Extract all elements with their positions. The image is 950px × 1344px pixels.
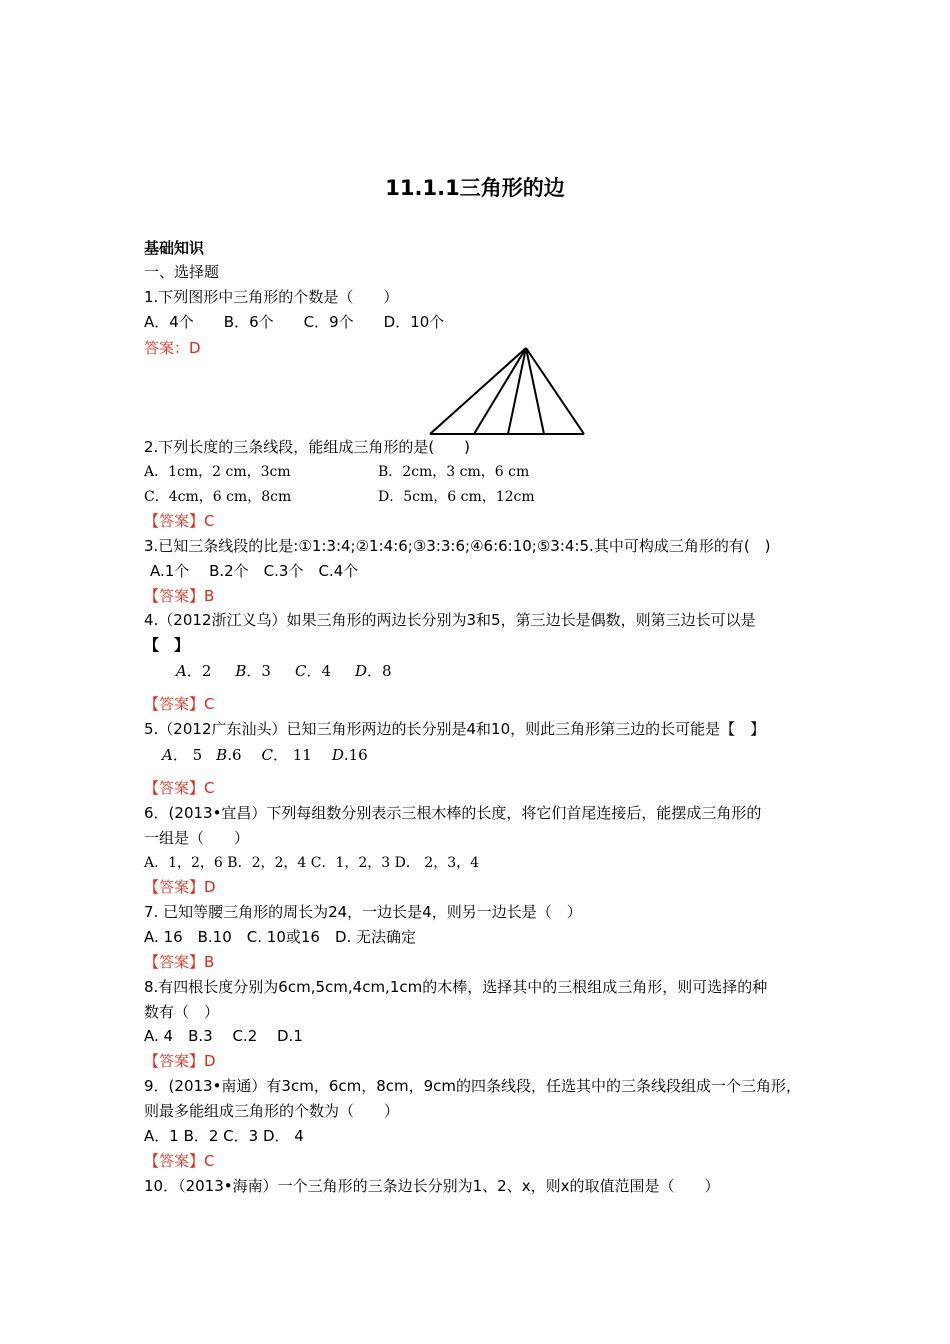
q6-answer: 【答案】D xyxy=(144,878,216,896)
q5-options xyxy=(162,745,368,765)
q8-stem-line-2: 数有（ ） xyxy=(144,1003,220,1021)
q1-answer: 答案：D xyxy=(144,339,201,357)
q6-options: A．1，2，6 B．2，2，4 C．1，2，3 D． 2，3，4 xyxy=(144,855,480,871)
q9-answer: 【答案】C xyxy=(144,1152,215,1170)
q4-stem: 4.（2012浙江义乌）如果三角形的两边长分别为3和5，第三边长是偶数，则第三边长可以是 xyxy=(144,611,756,629)
q6-stem-line-1: 6．(2013•宜昌）下列每组数分别表示三根木棒的长度，将它们首尾连接后，能摆成三角形的 xyxy=(144,804,762,822)
q9-options: A．1 B．2 C．3 D． 4 xyxy=(144,1127,304,1145)
q4-option-a-label: A xyxy=(176,662,187,680)
q4-option-c-label: C xyxy=(294,662,307,680)
q2-option-row-1 xyxy=(144,462,291,482)
q4-option-a: ．2 xyxy=(186,662,212,680)
q2-answer: 【答案】C xyxy=(144,512,215,530)
q3-options: A.1个 B.2个 C.3个 C.4个 xyxy=(150,562,359,580)
q4-option-b-label: B xyxy=(235,662,247,680)
q4-option-b: ．3 xyxy=(246,662,271,680)
q5-stem: 5.（2012广东汕头）已知三角形两边的长分别是4和10，则此三角形第三边的长可能是【 】 xyxy=(144,720,766,738)
q5-answer: 【答案】C xyxy=(144,779,215,797)
q5-option-a-label: A xyxy=(162,746,173,764)
q8-options: A. 4 B.3 C.2 D.1 xyxy=(144,1027,303,1045)
q3-answer: 【答案】B xyxy=(144,587,215,605)
q4-option-d: ．8 xyxy=(367,662,392,680)
q2-option-b: B．2cm，3 cm，6 cm xyxy=(378,464,530,480)
q4-bracket: 【 】 xyxy=(144,636,190,654)
q6-stem-line-2: 一组是（ ） xyxy=(144,829,250,847)
q8-answer: 【答案】D xyxy=(144,1052,216,1070)
q5-option-d: .16 xyxy=(343,746,368,764)
q2-option-d: D．5cm，6 cm，12cm xyxy=(378,489,535,505)
q5-option-b-label: B xyxy=(216,746,228,764)
q5-option-a: ． 5 xyxy=(172,746,203,764)
q9-stem-line-1: 9．(2013•南通）有3cm，6cm，8cm，9cm的四条线段，任选其中的三条线段组成一个三角形， xyxy=(144,1077,802,1095)
q2-option-a: A．1cm，2 cm，3cm xyxy=(144,464,291,480)
q1-stem: 1.下列图形中三角形的个数是（ ） xyxy=(144,288,399,306)
page-title: 11.1.1三角形的边 xyxy=(385,176,565,200)
q2-stem: 2.下列长度的三条线段，能组成三角形的是( ) xyxy=(144,438,471,456)
q1-options: A．4个 B．6个 C．9个 D．10个 xyxy=(144,313,445,331)
q5-option-c-label: C xyxy=(261,746,273,764)
q4-option-c: ．4 xyxy=(306,662,331,680)
q4-answer: 【答案】C xyxy=(144,695,215,713)
triangle-figure xyxy=(428,346,588,438)
q4-option-d-label: D xyxy=(355,662,368,680)
q3-stem: 3.已知三条线段的比是:①1:3:4;②1:4:6;③3:3:6;④6:6:10;⑤3:4:5.其中可构成三角形的有( ) xyxy=(144,537,771,555)
figure-segment-1 xyxy=(474,348,526,434)
q5-option-b: .6 xyxy=(227,746,242,764)
section-heading: 基础知识 xyxy=(144,239,205,257)
q7-stem: 7. 已知等腰三角形的周长为24，一边长是4，则另一边长是（ ） xyxy=(144,903,582,921)
q7-answer: 【答案】B xyxy=(144,953,215,971)
q5-option-c: ． 11 xyxy=(272,746,312,764)
q4-options xyxy=(176,661,392,681)
q9-stem-line-2: 则最多能组成三角形的个数为（ ） xyxy=(144,1102,400,1120)
q7-options: A. 16 B.10 C. 10或16 D. 无法确定 xyxy=(144,928,417,946)
q10-stem: 10．（2013•海南）一个三角形的三条边长分别为1、2、x，则x的取值范围是（ ） xyxy=(144,1177,720,1195)
q2-option-c: C．4cm，6 cm，8cm xyxy=(144,489,292,505)
q8-stem-line-1: 8.有四根长度分别为6cm,5cm,4cm,1cm的木棒，选择其中的三根组成三角形，则可选择的种 xyxy=(144,978,768,996)
q5-option-d-label: D xyxy=(331,746,344,764)
subsection-heading: 一、选择题 xyxy=(144,263,220,281)
